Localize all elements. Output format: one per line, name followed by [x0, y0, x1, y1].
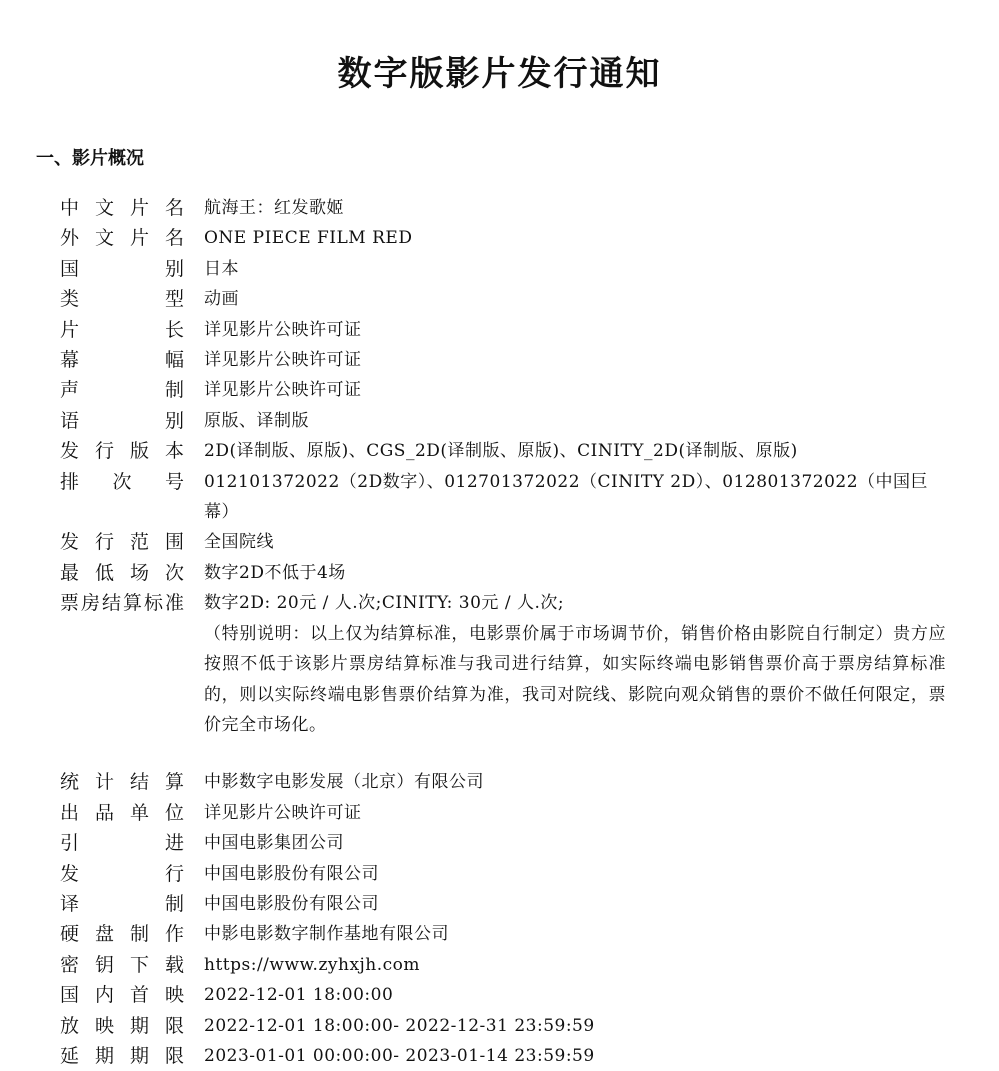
field-row-screening-period [60, 1011, 960, 1041]
field-label: 声制 [60, 379, 184, 402]
field-row-extension-period [60, 1041, 960, 1071]
field-label: 类型 [60, 288, 184, 311]
field-value: 中影电影数字制作基地有限公司 [204, 924, 449, 945]
field-row-box-office-standard [60, 588, 960, 740]
field-value: 原版、译制版 [204, 410, 309, 431]
field-label: 发行版本 [60, 440, 184, 463]
field-value: 中国电影股份有限公司 [204, 893, 379, 914]
field-label: 幕幅 [60, 349, 184, 372]
field-value: 中国电影股份有限公司 [204, 863, 379, 884]
field-value: 数字2D不低于4场 [204, 562, 346, 583]
field-row-length [60, 315, 960, 345]
field-value [204, 950, 960, 980]
field-row-country [60, 254, 960, 284]
field-row-schedule-number [60, 467, 960, 528]
field-label: 排次号 [60, 470, 184, 493]
field-row-distributor [60, 859, 960, 889]
field-value: 2022-12-01 18:00:00- 2022-12-31 23:59:59 [204, 1015, 595, 1036]
field-label: 延期期限 [60, 1044, 184, 1067]
field-value: 详见影片公映许可证 [204, 319, 362, 340]
field-value: 详见影片公映许可证 [204, 802, 362, 823]
field-label: 语别 [60, 409, 184, 432]
field-row-importer [60, 828, 960, 858]
field-value: 2022-12-01 18:00:00 [204, 985, 394, 1006]
document-title: 数字版影片发行通知 [337, 54, 662, 94]
field-label: 外文片名 [60, 227, 184, 250]
field-value: 2D(译制版、原版)、CGS_2D(译制版、原版)、CINITY_2D(译制版、原版) [204, 441, 798, 462]
field-value: 数字2D: 20元 / 人.次;CINITY: 30元 / 人.次; [204, 593, 565, 614]
field-value: 2023-01-01 00:00:00- 2023-01-14 23:59:59 [204, 1045, 595, 1066]
field-value: ONE PIECE FILM RED [204, 228, 413, 249]
film-info-list [60, 193, 960, 1071]
field-value: 日本 [204, 258, 239, 279]
field-row-language [60, 406, 960, 436]
field-label: 片长 [60, 318, 184, 341]
field-value: 全国院线 [204, 532, 274, 553]
field-value: 中国电影集团公司 [204, 833, 344, 854]
field-label: 最低场次 [60, 561, 184, 584]
field-value-group [204, 588, 960, 740]
field-value: 动画 [204, 289, 239, 310]
field-row-settlement [60, 767, 960, 797]
field-row-key-download [60, 950, 960, 980]
field-label: 国别 [60, 257, 184, 280]
special-note: （特别说明：以上仅为结算标准，电影票价属于市场调节价，销售价格由影院自行制定）贵方应按照不低于该影片票房结算标准与我司进行结算，如实际终端电影销售票价高于票房结算标准的，则以实际终端电影售票价结算为准，我司对院线、影院向观众销售的票价不做任何限定，票价完全市场化。 [204, 623, 946, 735]
field-row-genre [60, 284, 960, 314]
section-heading: 一、影片概况 [36, 148, 144, 169]
field-row-domestic-premiere [60, 980, 960, 1010]
field-value: 航海王：红发歌姬 [204, 198, 344, 218]
field-value: 详见影片公映许可证 [204, 380, 362, 401]
field-label: 发行 [60, 862, 184, 885]
field-label: 统计结算 [60, 771, 184, 794]
field-label: 放映期限 [60, 1014, 184, 1037]
field-label: 译制 [60, 892, 184, 915]
field-row-aspect [60, 345, 960, 375]
field-label: 国内首映 [60, 984, 184, 1007]
field-label: 硬盘制作 [60, 923, 184, 946]
field-row-release-version [60, 436, 960, 466]
field-label: 出品单位 [60, 801, 184, 824]
key-download-link[interactable]: https://www.zyhxjh.com [204, 954, 421, 975]
field-row-dubbing [60, 889, 960, 919]
field-row-sound [60, 375, 960, 405]
field-label: 引进 [60, 832, 184, 855]
field-row-hard-drive-production [60, 919, 960, 949]
field-label: 密钥下载 [60, 953, 184, 976]
field-label: 票房结算标准 [60, 592, 184, 615]
field-value: 详见影片公映许可证 [204, 350, 362, 371]
field-value: 中影数字电影发展（北京）有限公司 [204, 772, 484, 793]
field-row-chinese-title [60, 193, 960, 223]
field-row-minimum-screenings [60, 558, 960, 588]
field-row-release-scope [60, 527, 960, 557]
field-label: 发行范围 [60, 531, 184, 554]
field-row-producer [60, 798, 960, 828]
field-value: 012101372022（2D数字）、012701372022（CINITY 2D）、012801372022（中国巨幕） [204, 471, 929, 523]
field-label: 中文片名 [60, 197, 184, 219]
field-row-foreign-title [60, 223, 960, 253]
